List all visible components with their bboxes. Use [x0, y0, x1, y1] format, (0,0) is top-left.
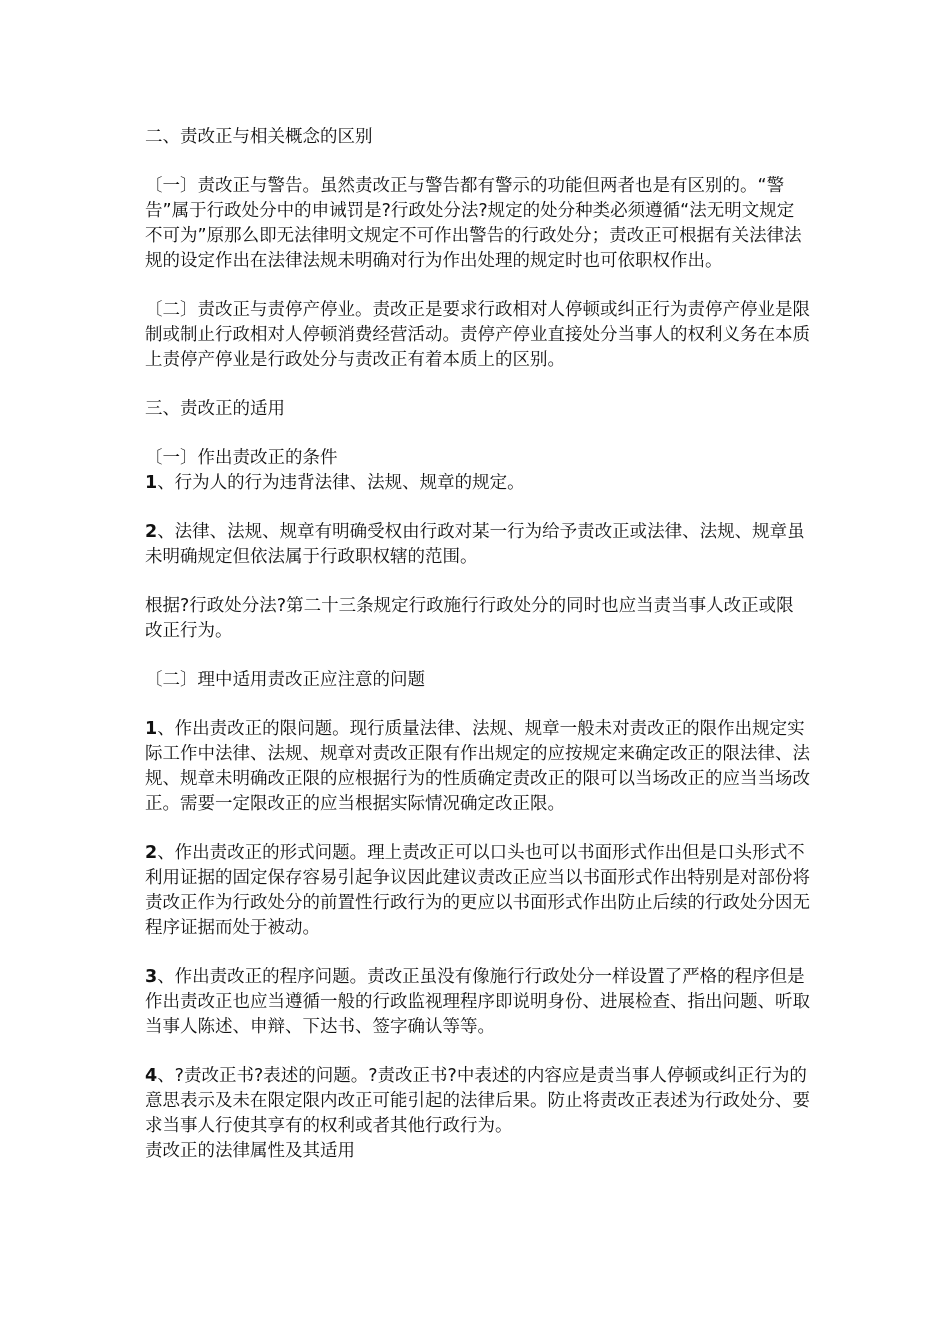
document-body: [145, 125, 810, 1164]
list-item-text: 、作出责改正的程序问题。责改正虽没有像施行行政处分一样设置了严格的程序但是作出责改正也应当遵循一般的行政监视理程序即说明身份、进展检查、指出问题、听取当事人陈述、申辩、下达书、签字确认等等。: [145, 967, 810, 1037]
issue-item-3: [145, 965, 810, 1040]
subheading-conditions: 〔一〕作出责改正的条件: [145, 448, 338, 468]
list-number: 1: [145, 719, 158, 739]
list-item-1: [145, 471, 810, 496]
list-item-2: [145, 520, 810, 570]
list-number: 4: [145, 1066, 158, 1086]
list-item-text: 、行为人的行为违背法律、法规、规章的规定。: [157, 473, 525, 493]
issue-item-1: [145, 717, 810, 817]
issue-item-4: [145, 1064, 810, 1139]
subheading-issues: 〔二〕理中适用责改正应注意的问题: [145, 670, 425, 690]
list-number: 3: [145, 967, 158, 987]
list-item-text: 、作出责改正的限问题。现行质量法律、法规、规章一般未对责改正的限作出规定实际工作中法律、法规、规章对责改正限有作出规定的应按规定来确定改正的限法律、法规、规章未明确改正限的应根据行为的性质确定责改正的限可以当场改正的应当当场改正。需要一定限改正的应当根据实际情况确定改正限。: [145, 719, 810, 814]
section-heading-3: 三、责改正的适用: [145, 399, 285, 419]
list-number: 2: [145, 843, 158, 863]
list-number: 1: [145, 473, 158, 493]
list-number: 2: [145, 522, 158, 542]
list-item-text: 、作出责改正的形式问题。理上责改正可以口头也可以书面形式作出但是口头形式不利用证据的固定保存容易引起争议因此建议责改正应当以书面形式作出特别是对部份将责改正作为行政处分的前置性行政行为的更应以书面形式作出防止后续的行政处分因无程序证据而处于被动。: [145, 843, 810, 938]
list-item-text: 、法律、法规、规章有明确受权由行政对某一行为给予责改正或法律、法规、规章虽未明确规定但依法属于行政职权辖的范围。: [145, 522, 805, 567]
issue-item-2: [145, 841, 810, 941]
section-heading-2: 二、责改正与相关概念的区别: [145, 127, 373, 147]
paragraph-suspension: 〔二〕责改正与责停产停业。责改正是要求行政相对人停顿或纠正行为责停产停业是限制或制止行政相对人停顿消费经营活动。责停产停业直接处分当事人的权利义务在本质上责停产停业是行政处分与责改正有着本质上的区别。: [145, 300, 810, 370]
closing-title: 责改正的法律属性及其适用: [145, 1141, 355, 1161]
list-item-text: 、?责改正书?表述的问题。?责改正书?中表述的内容应是责当事人停顿或纠正行为的意思表示及未在限定限内改正可能引起的法律后果。防止将责改正表述为行政处分、要求当事人行使其享有的权利或者其他行政行为。: [145, 1066, 810, 1136]
paragraph-warning: 〔一〕责改正与警告。虽然责改正与警告都有警示的功能但两者也是有区别的。“警告”属于行政处分中的申诫罚是?行政处分法?规定的处分种类必须遵循“法无明文规定不可为”原那么即无法律明文规定不可作出警告的行政处分；责改正可根据有关法律法规的设定作出在法律法规未明确对行为作出处理的规定时也可依职权作出。: [145, 176, 802, 271]
paragraph-basis: 根据?行政处分法?第二十三条规定行政施行行政处分的同时也应当责当事人改正或限改正行为。: [145, 596, 794, 641]
